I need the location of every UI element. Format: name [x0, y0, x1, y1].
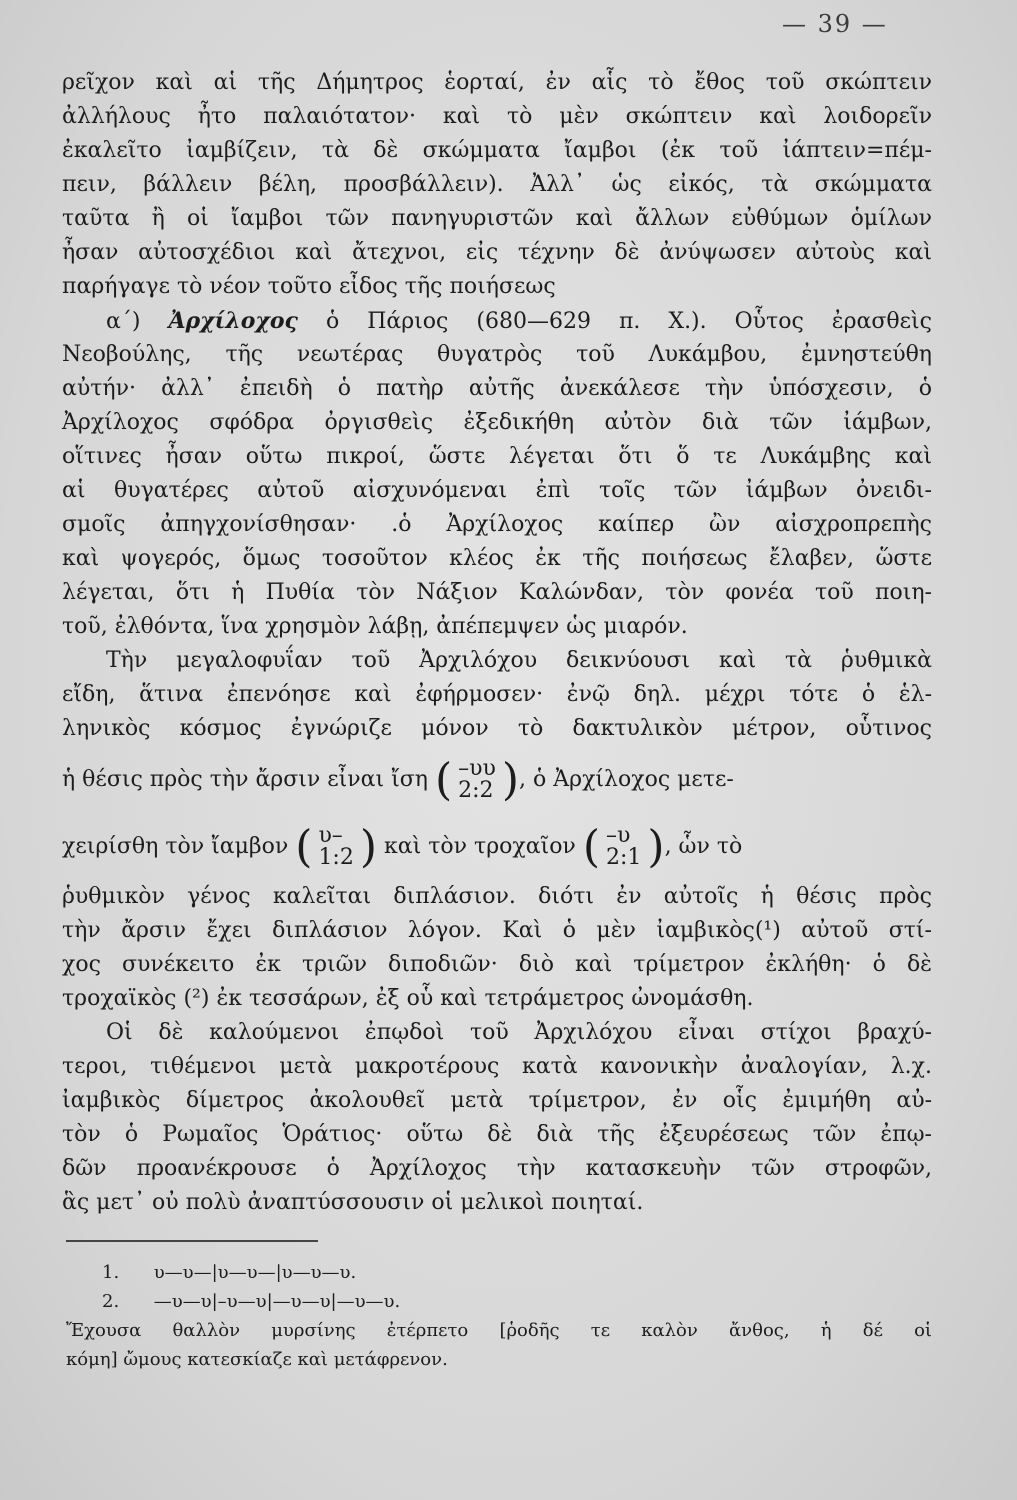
ratio-fraction-iamb [318, 825, 353, 869]
text-line: ἀλλήλους ἦτο παλαιότατον· καὶ τὸ μὲν σκώπτειν καὶ λοιδορεῖν [62, 104, 932, 129]
text-line: ἃς μετ᾽ οὐ πολὺ ἀναπτύσσουσιν οἱ μελικοὶ ποιηταί. [62, 1190, 644, 1215]
text-line: αὐτήν· ἀλλ᾽ ἐπειδὴ ὁ πατὴρ αὐτῆς ἀνεκάλεσε τὴν ὑπόσχεσιν, ὁ [62, 376, 932, 401]
body-text [62, 66, 932, 1220]
footnote-text: υ—υ—|υ—υ—|υ—υ—υ. [153, 1262, 357, 1283]
footnote-number: 2. [102, 1291, 120, 1312]
text-line: Οἱ δὲ καλούμενοι ἐπῳδοὶ τοῦ Ἀρχιλόχου εἶναι στίχοι βραχύ- [106, 1020, 932, 1045]
paren-close: ) [647, 821, 665, 873]
archilochus-heading-line [62, 304, 932, 338]
text-line: Ἀρχίλοχος σφόδρα ὀργισθεὶς ἐξεδικήθη αὐτὸν διὰ τῶν ἰάμβων, [62, 410, 932, 435]
fraction-bottom: 2:1 [605, 845, 642, 870]
text-line: Τὴν μεγαλοφυΐαν τοῦ Ἀρχιλόχου δεικνύουσι καὶ τὰ ῥυθμικὰ [106, 648, 932, 673]
text-line: τεροι, τιθέμενοι μετὰ μακροτέρους κατὰ κανονικὴν ἀναλογίαν, λ.χ. [62, 1054, 932, 1079]
fraction-bottom: 2:2 [458, 778, 494, 803]
fraction-top: –υυ [458, 756, 496, 781]
fraction-top: υ– [318, 823, 343, 848]
text-line: ληνικὸς κόσμος ἐγνώριζε μόνον τὸ δακτυλικὸν μέτρον, οὗτινος [62, 716, 932, 741]
text-line: Νεοβούλης, τῆς νεωτέρας θυγατρὸς τοῦ Λυκάμβου, ἐμνηστεύθη [62, 342, 932, 367]
footnote-text: —υ—υ|–υ—υ|—υ—υ|—υ—υ. [153, 1291, 401, 1312]
paren-open: ( [582, 821, 600, 873]
text-line: ἦσαν αὐτοσχέδιοι καὶ ἄτεχνοι, εἰς τέχνην δὲ ἀνύψωσεν αὐτοὺς καὶ [62, 240, 932, 265]
ratio-line-double [62, 813, 932, 880]
archilochus-rest: ὁ Πάριος (680—629 π. Χ.). Οὗτος ἐρασθεὶς [325, 309, 932, 334]
text-line: ρεῖχον καὶ αἱ τῆς Δήμητρος ἑορταί, ἐν αἷς τὸ ἔθος τοῦ σκώπτειν [62, 70, 932, 95]
footnote-divider [66, 1240, 318, 1242]
ratio-text-before: ἡ θέσις πρὸς τὴν ἄρσιν εἶναι ἴση [62, 767, 428, 792]
section-marker: α΄) [106, 309, 141, 334]
text-line: εἴδη, ἅτινα ἐπενόησε καὶ ἐφήρμοσεν· ἐνῷ δηλ. μέχρι τότε ὁ ἑλ- [62, 682, 932, 707]
paren-close: ) [501, 754, 520, 806]
text-line: ἐκαλεῖτο ἰαμβίζειν, τὰ δὲ σκώμματα ἴαμβοι (ἐκ τοῦ ἰάπτειν=πέμ- [62, 138, 932, 163]
text-line: καὶ ψογερός, ὅμως τοσοῦτον κλέος ἐκ τῆς ποιήσεως ἔλαβεν, ὥστε [62, 546, 932, 571]
paren-open: ( [434, 754, 453, 806]
footnote-verse-line: Ἔχουσα θαλλὸν μυρσίνης ἐτέρπετο [ῥοδῆς τε καλὸν ἄνθος, ἡ δέ οἱ [66, 1320, 932, 1341]
text-line: πειν, βάλλειν βέλη, προσβάλλειν). Ἀλλ᾽ ὡς εἰκός, τὰ σκώμματα [62, 172, 932, 197]
ratio-fraction-dactyl [458, 758, 496, 802]
text-line: παρήγαγε τὸ νέον τοῦτο εἶδος τῆς ποιήσεως [62, 274, 556, 299]
text-line: δῶν προανέκρουσε ὁ Ἀρχίλοχος τὴν κατασκευὴν τῶν στροφῶν, [62, 1156, 932, 1181]
ratio-fraction-trochee [606, 825, 641, 869]
footnote-item [66, 1258, 932, 1287]
text-line: αἱ θυγατέρες αὐτοῦ αἰσχυνόμεναι ἐπὶ τοῖς τῶν ἰάμβων ὀνειδι- [62, 478, 932, 503]
text-line: τροχαϊκὸς (²) ἐκ τεσσάρων, ἐξ οὗ καὶ τετράμετρος ὠνομάσθη. [62, 986, 754, 1011]
ratio-text-after: , ὧν τὸ [664, 834, 743, 859]
footnotes [66, 1258, 932, 1374]
ratio-line-equal [62, 746, 932, 813]
paren-open: ( [295, 821, 313, 873]
text-line: σμοῖς ἀπηγχονίσθησαν· .ὁ Ἀρχίλοχος καίπερ ὢν αἰσχροπρεπὴς [62, 512, 932, 537]
ratio-text-before: χειρίσθη τὸν ἴαμβον [62, 834, 289, 859]
text-line: χος συνέκειτο ἐκ τριῶν διποδιῶν· διὸ καὶ τρίμετρον ἐκλήθη· ὁ δὲ [62, 952, 932, 977]
ratio-text-middle: καὶ τὸν τροχαῖον [384, 834, 576, 859]
footnote-item [66, 1287, 932, 1316]
text-line: λέγεται, ὅτι ἡ Πυθία τὸν Νάξιον Καλώνδαν, τὸν φονέα τοῦ ποιη- [62, 580, 932, 605]
text-line: τὴν ἄρσιν ἔχει διπλάσιον λόγον. Καὶ ὁ μὲν ἰαμβικὸς(¹) αὐτοῦ στί- [62, 918, 932, 943]
footnote-number: 1. [102, 1262, 120, 1283]
text-line: ῥυθμικὸν γένος καλεῖται διπλάσιον. διότι ἐν αὐτοῖς ἡ θέσις πρὸς [62, 884, 932, 909]
fraction-bottom: 1:2 [318, 845, 354, 870]
paren-close: ) [359, 821, 378, 873]
text-line: τοῦ, ἐλθόντα, ἵνα χρησμὸν λάβῃ, ἀπέπεμψεν ὡς μιαρόν. [62, 614, 688, 639]
text-line: ἰαμβικὸς δίμετρος ἀκολουθεῖ μετὰ τρίμετρον, ἐν οἷς ἐμιμήθη αὐ- [62, 1088, 932, 1113]
archilochus-name: Ἀρχίλοχος [168, 308, 298, 334]
fraction-top: –υ [605, 823, 631, 848]
footnote-verse-line: κόμη] ὤμους κατεσκίαζε καὶ μετάφρενον. [66, 1349, 448, 1370]
page-number: — 39 — [782, 10, 888, 38]
ratio-text-after: , ὁ Ἀρχίλοχος μετε- [519, 767, 734, 792]
text-line: τὸν ὁ Ρωμαῖος Ὁράτιος· οὕτω δὲ διὰ τῆς ἐξευρέσεως τῶν ἐπῳ- [62, 1122, 932, 1147]
text-line: ταῦτα ἢ οἱ ἴαμβοι τῶν πανηγυριστῶν καὶ ἄλλων εὐθύμων ὁμίλων [62, 206, 932, 231]
text-line: οἵτινες ἦσαν οὕτω πικροί, ὥστε λέγεται ὅτι ὅ τε Λυκάμβης καὶ [62, 444, 932, 469]
